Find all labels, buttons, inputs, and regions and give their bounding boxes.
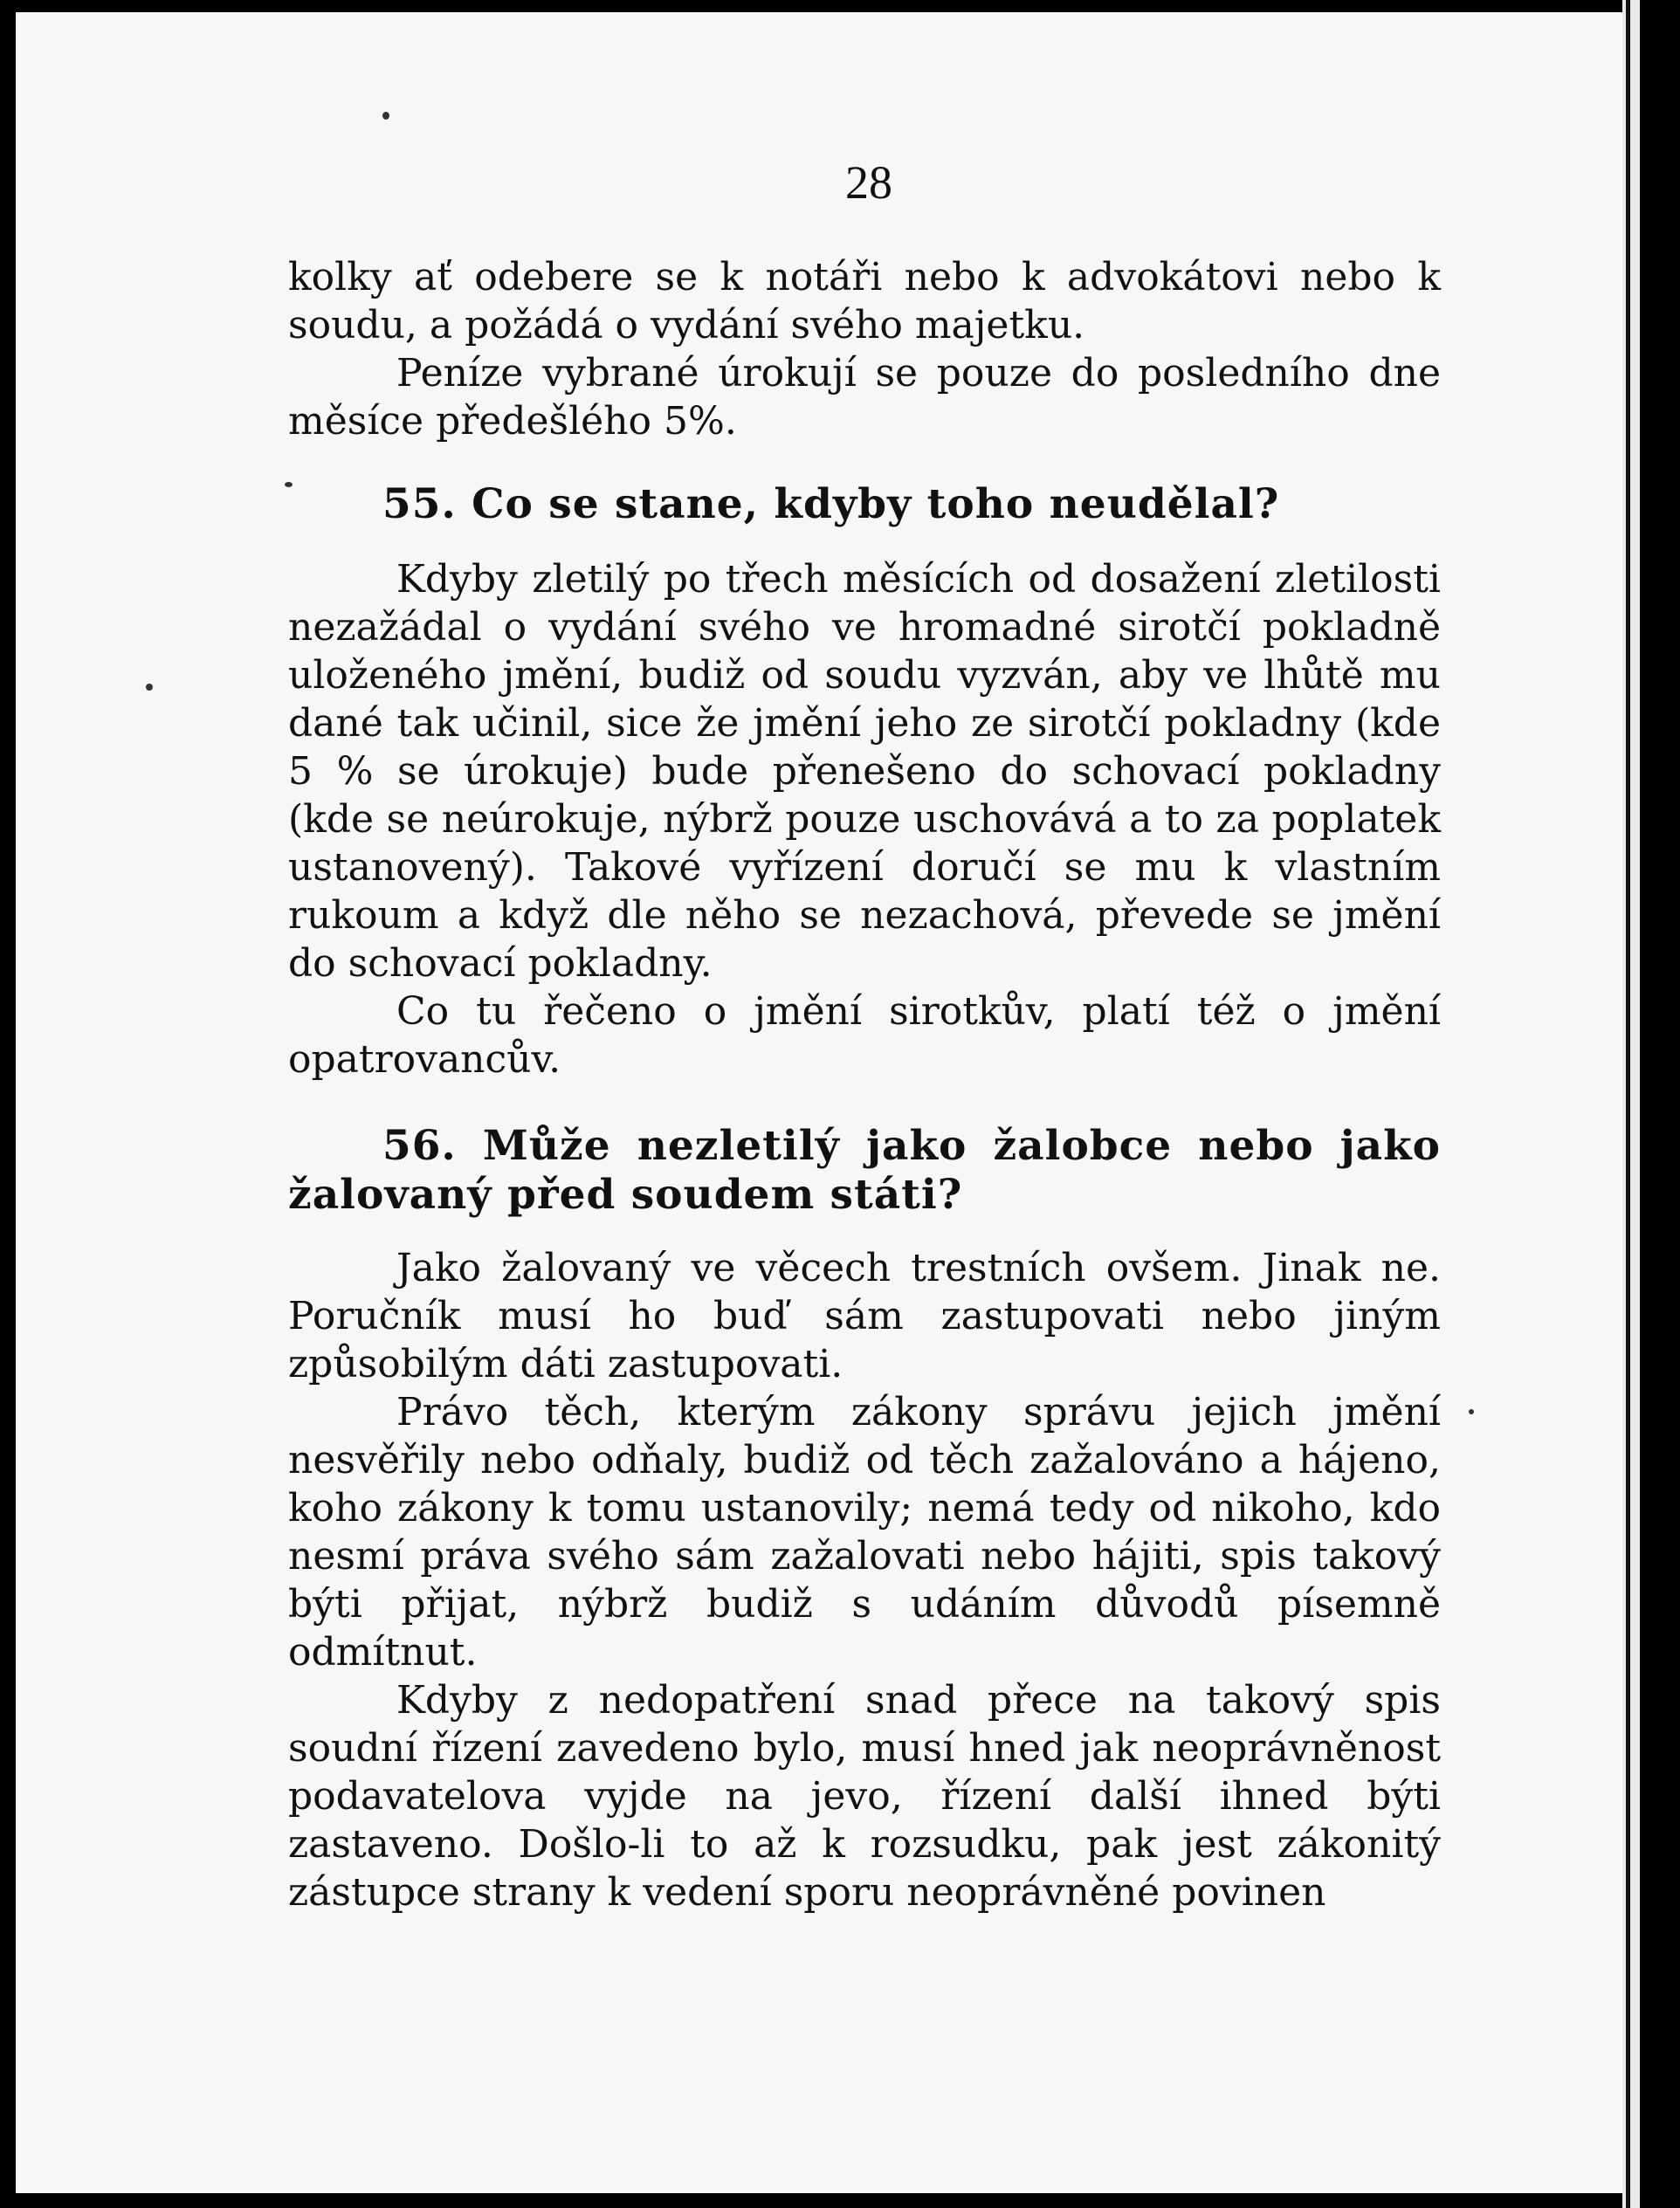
paragraph: Kdyby z nedopatření snad přece na takový spis soudní řízení zavedeno bylo, musí hned jak neoprávněnost podavatelova vyjde na jevo, řízení další ihned býti zastaveno. Došlo-li to až k rozsudku, pak jest zákonitý zástupce strany k vedení sporu neoprávněné povinen: [288, 1678, 1441, 1915]
speck: [146, 684, 153, 691]
binding-line: [1626, 0, 1630, 2208]
speck: [1469, 1409, 1474, 1414]
paragraph: Kdyby zletilý po třech měsících od dosažení zletilosti nezažádal o vydání svého ve hromadné sirotčí pokladně uloženého jmění, budiž od soudu vyzván, aby ve lhůtě mu dané tak učinil, sice že jmění jeho ze sirotčí pokladny (kde 5 % se úrokuje) bude přenešeno do schovací pokladny (kde se neúrokuje, nýbrž pouze uschovává a to za poplatek ustanovený). Takové vyřízení doručí se mu k vlastním rukoum a když dle něho se nezachová, převede se jmění do schovací pokladny.: [288, 557, 1441, 986]
section-heading-56: 56. Může nezletilý jako žalobce nebo jako žalovaný před soudem státi?: [288, 1122, 1441, 1219]
page-edge: [1622, 0, 1640, 2208]
speck: [382, 112, 389, 120]
paragraph: Jako žalovaný ve věcech trestních ovšem. Jinak ne. Poručník musí ho buď sám zastupovati nebo jiným způsobilým dáti zastupovati.: [288, 1246, 1441, 1386]
paragraph: Co tu řečeno o jmění sirotkův, platí též o jmění opatrovancův.: [288, 989, 1441, 1082]
page-text: [288, 253, 1441, 1916]
paragraph: Právo těch, kterým zákony správu jejich jmění nesvěřily nebo odňaly, budiž od těch zažalováno a hájeno, koho zákony k tomu ustanovily; nemá tedy od nikoho, kdo nesmí práva svého sám zažalovati nebo hájiti, spis takový býti přijat, nýbrž budiž s udáním důvodů písemně odmítnut.: [288, 1390, 1441, 1675]
section-heading-55: 55. Co se stane, kdyby toho neudělal?: [382, 480, 1280, 528]
paragraph: Peníze vybrané úrokují se pouze do posledního dne měsíce předešlého 5%.: [288, 351, 1441, 444]
page-number: 28: [845, 156, 892, 209]
paragraph: kolky ať odebere se k notáři nebo k advokátovi nebo k soudu, a požádá o vydání svého majetku.: [288, 255, 1441, 347]
